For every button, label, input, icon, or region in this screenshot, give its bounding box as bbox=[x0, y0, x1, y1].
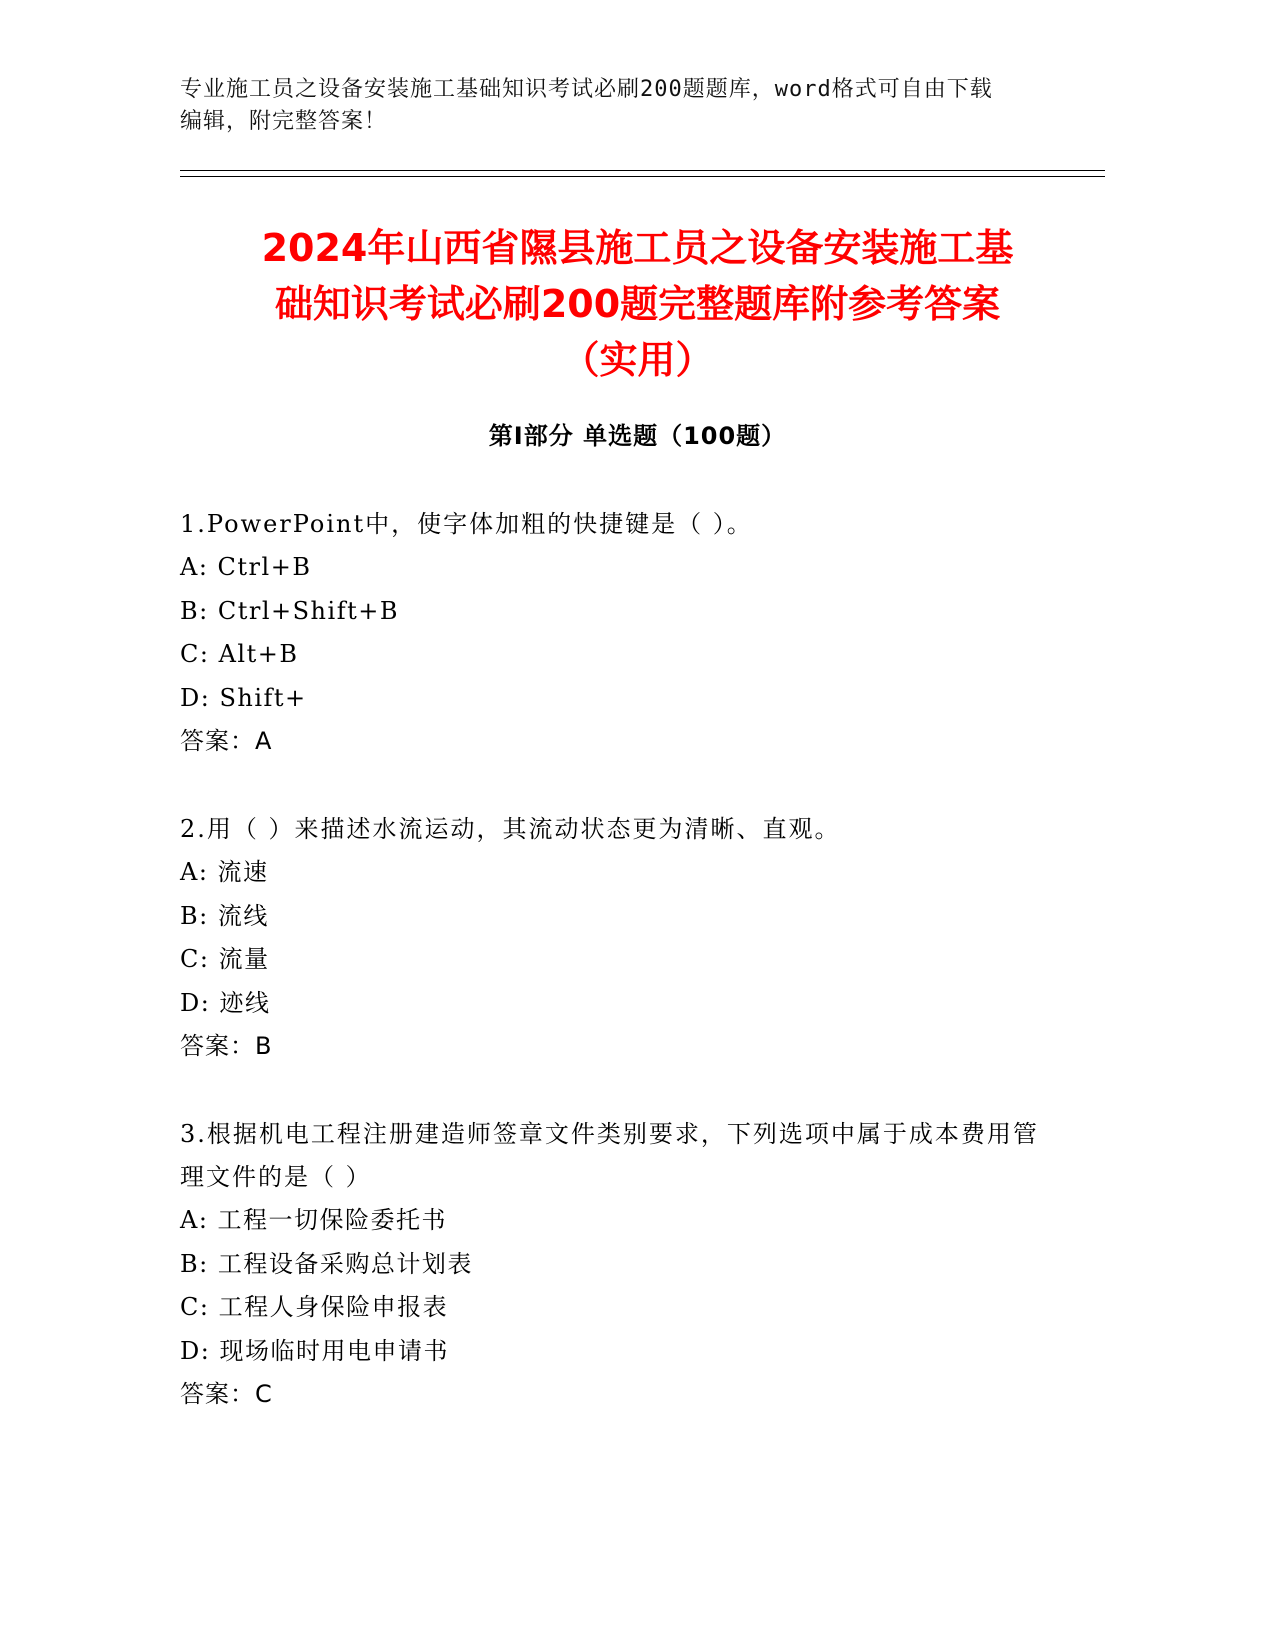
question-stem: 1.PowerPoint中，使字体加粗的快捷键是（ ）。 bbox=[180, 510, 753, 538]
option-c: C: 工程人身保险申报表 bbox=[180, 1293, 449, 1321]
section-heading: 第I部分 单选题（100题） bbox=[488, 422, 787, 450]
option-d: D: 迹线 bbox=[180, 988, 271, 1017]
document-title bbox=[150, 220, 1125, 388]
option-b: B: 流线 bbox=[180, 901, 269, 930]
question-item bbox=[180, 503, 1040, 764]
document-title-line-3: （实用） bbox=[561, 338, 714, 382]
option-a: A: 流速 bbox=[180, 858, 269, 886]
option-c: C: Alt+B bbox=[180, 640, 299, 668]
header-note-line-1: 专业施工员之设备安装施工基础知识考试必刷200题题库，word格式可自由下载 bbox=[180, 77, 993, 102]
option-a: A: 工程一切保险委托书 bbox=[180, 1206, 448, 1234]
document-title-line-1: 2024年山西省隰县施工员之设备安装施工基 bbox=[261, 226, 1014, 270]
answer-line: 答案：A bbox=[180, 727, 273, 755]
document-title-line-2: 础知识考试必刷200题完整题库附参考答案 bbox=[274, 282, 1001, 326]
option-b: B: 工程设备采购总计划表 bbox=[180, 1249, 473, 1278]
header-divider-top bbox=[180, 170, 1105, 171]
question-item bbox=[180, 1113, 1040, 1417]
option-d: D: Shift+ bbox=[180, 683, 307, 712]
question-item bbox=[180, 808, 1040, 1069]
option-b: B: Ctrl+Shift+B bbox=[180, 596, 399, 625]
option-a: A: Ctrl+B bbox=[180, 553, 312, 581]
question-stem: 2.用（ ）来描述水流运动，其流动状态更为清晰、直观。 bbox=[180, 815, 841, 843]
answer-line: 答案：C bbox=[180, 1380, 273, 1408]
header-note bbox=[180, 74, 1040, 138]
option-c: C: 流量 bbox=[180, 945, 270, 973]
header-divider-bottom bbox=[180, 176, 1105, 177]
option-d: D: 现场临时用电申请书 bbox=[180, 1336, 449, 1365]
answer-line: 答案：B bbox=[180, 1032, 273, 1060]
question-stem: 3.根据机电工程注册建造师签章文件类别要求，下列选项中属于成本费用管理文件的是（ ） bbox=[180, 1120, 1039, 1191]
header-note-line-2: 编辑，附完整答案！ bbox=[180, 109, 388, 134]
